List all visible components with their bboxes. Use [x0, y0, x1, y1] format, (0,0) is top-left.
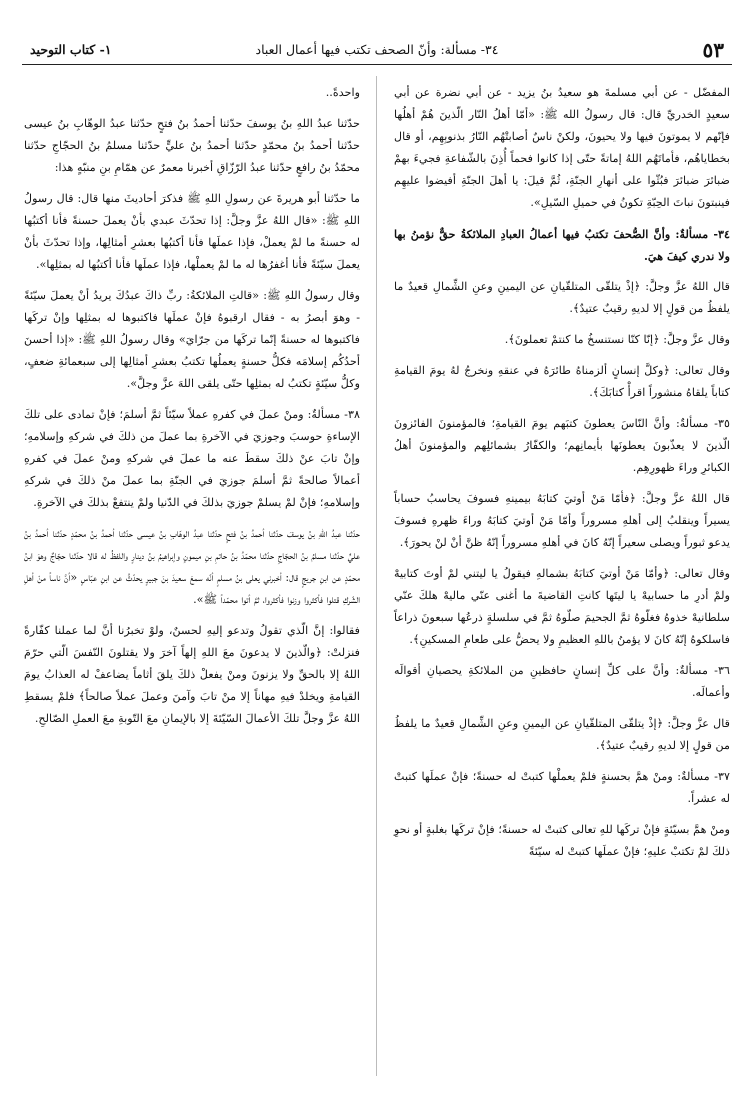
quran-quote: قال عزَّ وجلَّ: ﴿إذْ يتلقّى المتلقّيانِ عن اليمينِ وعنِ الشِّمالِ قعيدٌ ما يلفظُ من قولٍ إلا لديهِ رقيبٌ عتيدٌ﴾. [394, 717, 730, 752]
quran-quote: قال اللهُ عزَّ وجلَّ: ﴿فأمّا مَنْ أوتيَ كتابَهُ بيمينهِ فسوفَ يحاسبُ حساباً يسيراً وينقلبُ إلى أهلهِ مسروراً وأمّا مَنْ أوتيَ كتابَهُ وراءَ ظهرهِ فسوفَ يدعو ثبوراً ويصلى سعيراً إنّهُ كانَ في أهلهِ مسروراً إنّهُ ظنَّ أنْ لنْ يحورَ﴾. [394, 492, 730, 549]
right-column [394, 82, 730, 872]
hadith-paragraph: ما حدّثنا أبو هريرةَ عن رسولِ اللهِ ﷺ فذكرَ أحاديثَ منها قال: قال رسولُ اللهِ ﷺ: «قال اللهُ عزَّ وجلَّ: إذا تحدّثَ عبدي بأنْ يعملَ حسنةً فأنا أكتبُها له حسنةً ما لمْ يعملْ، فإذا عملَها فأنا أكتبُها بعشرِ أمثالِها، وإذا تحدّثَ بأنْ يعملَ سيّئةً فأنا أغفرُها له ما لمْ يعملْها، فإذا عملَها فأنا أكتبُها له بمثلِها». [24, 192, 360, 271]
quran-quote: وقال تعالى: ﴿وأمّا مَنْ أوتيَ كتابَهُ بشمالهِ فيقولُ يا ليتني لمْ أوتَ كتابيهْ ولمْ أدرِ ما حسابيهْ يا ليتَها كانتِ القاضيةَ ما أغنى عنّي ماليهْ هلكَ عنّي سلطانيهْ خذوهُ فغلّوهُ ثمَّ الجحيمَ صلّوهُ ثمَّ في سلسلةٍ ذرعُها سبعونَ ذراعاً فاسلكوهُ إنّهُ كانَ لا يؤمنُ باللهِ العظيمِ ولا يحضُّ على طعامِ المسكينِ﴾. [394, 567, 730, 646]
isnad-paragraph: حدّثنا عبدُ اللهِ بنُ يوسفَ حدّثنا أحمدُ بنُ فتحٍ حدّثنا عبدُ الوهّابِ بنُ عيسى حدّثنا أحمدُ بنُ محمّدٍ حدّثنا أحمدُ بنُ عليٍّ حدّثنا مسلمُ بنُ الحجّاجِ حدّثنا محمّدُ بنُ رافعٍ حدّثنا عبدُ الرّزّاقِ أخبرنا معمرٌ عن همّامِ بنِ منبّهٍ هذا: [24, 117, 360, 174]
quran-quote: قال اللهُ عزَّ وجلَّ: ﴿إذْ يتلقّى المتلقّيانِ عن اليمينِ وعنِ الشِّمالِ قعيدٌ ما يلفظُ من قولٍ إلا لديهِ رقيبٌ عتيدٌ﴾. [394, 280, 730, 315]
section-heading-36: ٣٦- مسألةٌ: وأنَّ على كلِّ إنسانٍ حافظينِ من الملائكةِ يحصيانِ أقوالَه وأعمالَه. [394, 664, 730, 699]
section-heading-38: ٣٨- مسألةٌ: ومنْ عملَ في كفرهِ عملاً سيّئاً ثمَّ أسلمَ؛ فإنْ تمادى على تلكَ الإساءةِ حوسبَ وجوزيَ في الآخرةِ بما عملَ من ذلكَ في شركهِ وإسلامهِ؛ وإنْ تابَ عنْ ذلكَ سقطَ عنه ما عملَ في شركهِ ومنْ عملَ في كفرهِ أعمالاً صالحةً ثمَّ أسلمَ جوزيَ في الجنّةِ بما عملَ منْ ذلكَ في شركهِ وإسلامهِ؛ فإنْ لمْ يسلمْ جوزيَ بذلكَ في الدّنيا ولمْ ينتفعْ بذلكَ في الآخرةِ. [24, 408, 360, 509]
paragraph: واحدةً.. [325, 86, 360, 99]
book-title: ١- كتاب التوحيد [30, 42, 112, 57]
quran-quote: وقال تعالى: ﴿وكلَّ إنسانٍ ألزمناهُ طائرَهُ في عنقهِ ونخرجُ لهُ يومَ القيامةِ كتاباً يلقاهُ منشوراً اقرأْ كتابَكَ﴾. [394, 364, 730, 399]
page-number: ٥٣ [702, 38, 724, 62]
section-heading-34: ٣٤- مسألةٌ: وأنَّ الصُّحفَ تكتبُ فيها أعمالُ العبادِ الملائكةُ حقٌّ نؤمنُ بها ولا ندري كيفَ هيَ. [394, 227, 730, 263]
paragraph: المفضّل - عن أبي مسلمةَ هو سعيدُ بنُ يزيد - عن أبي نضرة عن أبي سعيدٍ الخدريِّ قال: قال رسولُ الله ﷺ: «أمّا أهلُ النّار الّذينَ هُمْ أهلُها فإنّهم لا يموتونَ فيها ولا يحيونَ، ولكنْ ناسٌ أصابتْهُم النّارُ بذنوبِهِم، أو قال بخطاياهُم، فأماتَهُم اللهُ إماتةً حتّى إذا كانوا فحماً أُذِنَ بالشّفاعةِ فجيءَ بهمْ ضبائرَ ضبائرَ فبُثّوا على أنهارِ الجنّةِ، ثُمَّ قيلَ: يا أهلَ الجنّةِ أفيضوا عليهِم فينبتونَ نباتَ الحِبّةِ تكونُ في حميلِ السّيلِ». [394, 86, 730, 209]
isnad-paragraph: حدّثنا عبدُ اللهِ بنُ يوسفَ حدّثنا أحمدُ بنُ فتحٍ حدّثنا عبدُ الوهّابِ بنُ عيسى حدّثنا أحمدُ بنُ محمّدٍ حدّثنا أحمدُ بنُ عليٍّ حدّثنا مسلمُ بنُ الحجّاجِ حدّثنا محمّدُ بنُ حاتمِ بنِ ميمونٍ وإبراهيمُ بنُ دينارٍ واللفظُ له قالا حدّثنا حجّاجٌ وهوَ ابنُ محمّدٍ عن ابنِ جريجٍ قال: أخبرني يعلى بنُ مسلمٍ أنّه سمعَ سعيدَ بنَ جبيرٍ يحدّثُ عن ابنِ عبّاسٍ «أنَّ ناساً منْ أهلِ الشّركِ قتلوا فأكثروا وزنوا فأكثروا، ثمَّ أتوا محمّداً ﷺ». [24, 527, 360, 606]
section-heading-37: ٣٧- مسألةٌ: ومنْ همَّ بحسنةٍ فلمْ يعملْها كتبتْ له حسنةً؛ فإنْ عملَها كتبتْ له عشراً. [394, 770, 730, 805]
left-column [24, 82, 360, 739]
paragraph: ومنْ همَّ بسيّئةٍ فإنْ تركَها للهِ تعالى كتبتْ له حسنةً؛ فإنْ تركَها بغلبةٍ أو نحوِ ذلكَ لمْ تكتبْ عليهِ؛ فإنْ عملَها كتبتْ له سيّئةً [394, 823, 730, 858]
chapter-title: ٣٤- مسألة: وأنّ الصحف تكتب فيها أعمال العباد [255, 42, 499, 57]
hadith-paragraph: وقال رسولُ اللهِ ﷺ: «قالتِ الملائكةُ: ربِّ ذاكَ عبدُكَ يريدُ أنْ يعملَ سيّئةً - وهوَ أبصرُ به - فقال ارقبوهُ فإنْ عملَها فاكتبوها له بمثلِها وإنْ تركَها فاكتبوها له حسنةً إنّما تركَها من جرّايَ» وقال رسولُ اللهِ ﷺ: «إذا أحسنَ أحدُكُم إسلامَه فكلُّ حسنةٍ يعملُها تكتبُ بعشرِ أمثالِها إلى سبعمائةِ ضعفٍ، وكلُّ سيّئةٍ تكتبُ له بمثلِها حتّى يلقى اللهَ عزَّ وجلَّ». [24, 289, 360, 390]
page-header [22, 38, 732, 65]
hadith-paragraph: فقالوا: إنَّ الّذي تقولُ وتدعو إليهِ لحسنٌ، ولوْ تخبرُنا أنَّ لما عملنا كفّارةً فنزلتْ: ﴿والّذينَ لا يدعونَ معَ اللهِ إلهاً آخرَ ولا يقتلونَ النّفسَ الّتي حرّمَ اللهُ إلا بالحقِّ ولا يزنونَ ومنْ يفعلْ ذلكَ يلقَ أثاماً يضاعفْ له العذابُ يومَ القيامةِ ويخلدْ فيهِ مهاناً إلا منْ تابَ وآمنَ وعملَ عملاً صالحاً﴾ فلمْ يسقطِ اللهُ عزَّ وجلَّ تلكَ الأعمالَ السّيّئةَ إلا بالإيمانِ معَ التّوبةِ معَ العملِ الصّالحِ. [24, 624, 360, 725]
column-divider [376, 76, 377, 1076]
quran-quote: وقال عزَّ وجلَّ: ﴿إنّا كنّا نستنسخُ ما كنتمْ تعملونَ﴾. [504, 333, 730, 346]
section-heading-35: ٣٥- مسألةٌ: وأنَّ النّاسَ يعطونَ كتبَهم يومَ القيامةِ؛ فالمؤمنونَ الفائزونَ الّذينَ لا يعذّبونَ يعطونَها بأيمانِهم؛ والكفّارُ بشمائلِهم والمؤمنونَ أهلُ الكبائرِ وراءَ ظهورِهِم. [394, 417, 730, 474]
